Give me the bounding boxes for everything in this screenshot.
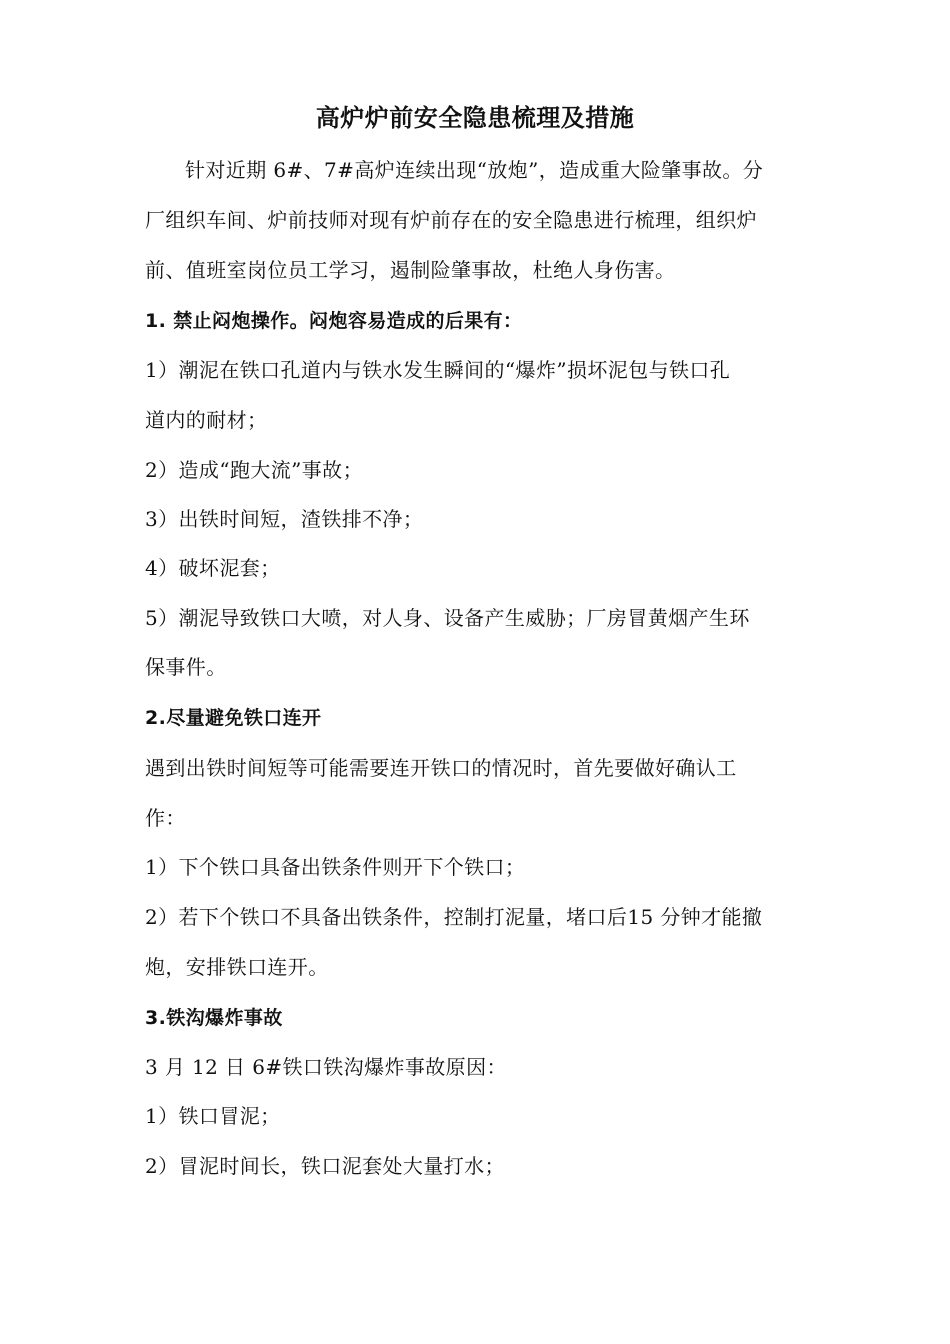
section3-line-1: 3 月 12 日 6#铁口铁沟爆炸事故原因：: [145, 1055, 507, 1079]
section1-line-2: 道内的耐材；: [145, 408, 268, 432]
intro-line-2: 厂组织车间、炉前技师对现有炉前存在的安全隐患进行梳理，组织炉: [145, 208, 757, 232]
section1-line-4: 3）出铁时间短，渣铁排不净；: [145, 507, 424, 531]
section3-line-3: 2）冒泥时间长，铁口泥套处大量打水；: [145, 1154, 505, 1178]
section1-line-1: 1）潮泥在铁口孔道内与铁水发生瞬间的“爆炸”损坏泥包与铁口孔: [145, 358, 731, 382]
section1-line-7: 保事件。: [145, 655, 227, 679]
section-heading-1: 1. 禁止闷炮操作。闷炮容易造成的后果有：: [145, 310, 523, 332]
section1-line-5: 4）破坏泥套；: [145, 556, 281, 580]
section2-line-3: 1）下个铁口具备出铁条件则开下个铁口；: [145, 855, 526, 879]
section2-line-4: 2）若下个铁口不具备出铁条件，控制打泥量，堵口后15 分钟才能撤: [145, 905, 763, 929]
section2-line-2: 作：: [145, 806, 186, 830]
section1-line-6: 5）潮泥导致铁口大喷，对人身、设备产生威胁；厂房冒黄烟产生环: [145, 606, 750, 630]
section3-line-2: 1）铁口冒泥；: [145, 1104, 281, 1128]
document-title: 高炉炉前安全隐患梳理及措施: [315, 104, 635, 132]
section-heading-3: 3.铁沟爆炸事故: [145, 1007, 283, 1029]
section2-line-1: 遇到出铁时间短等可能需要连开铁口的情况时，首先要做好确认工: [145, 756, 737, 780]
intro-line-1: 针对近期 6#、7#高炉连续出现“放炮”，造成重大险肇事故。分: [185, 158, 764, 182]
section-heading-2: 2.尽量避免铁口连开: [145, 707, 322, 729]
intro-line-3: 前、值班室岗位员工学习，遏制险肇事故，杜绝人身伤害。: [145, 258, 676, 282]
section1-line-3: 2）造成“跑大流”事故；: [145, 458, 363, 482]
section2-line-5: 炮，安排铁口连开。: [145, 955, 329, 979]
